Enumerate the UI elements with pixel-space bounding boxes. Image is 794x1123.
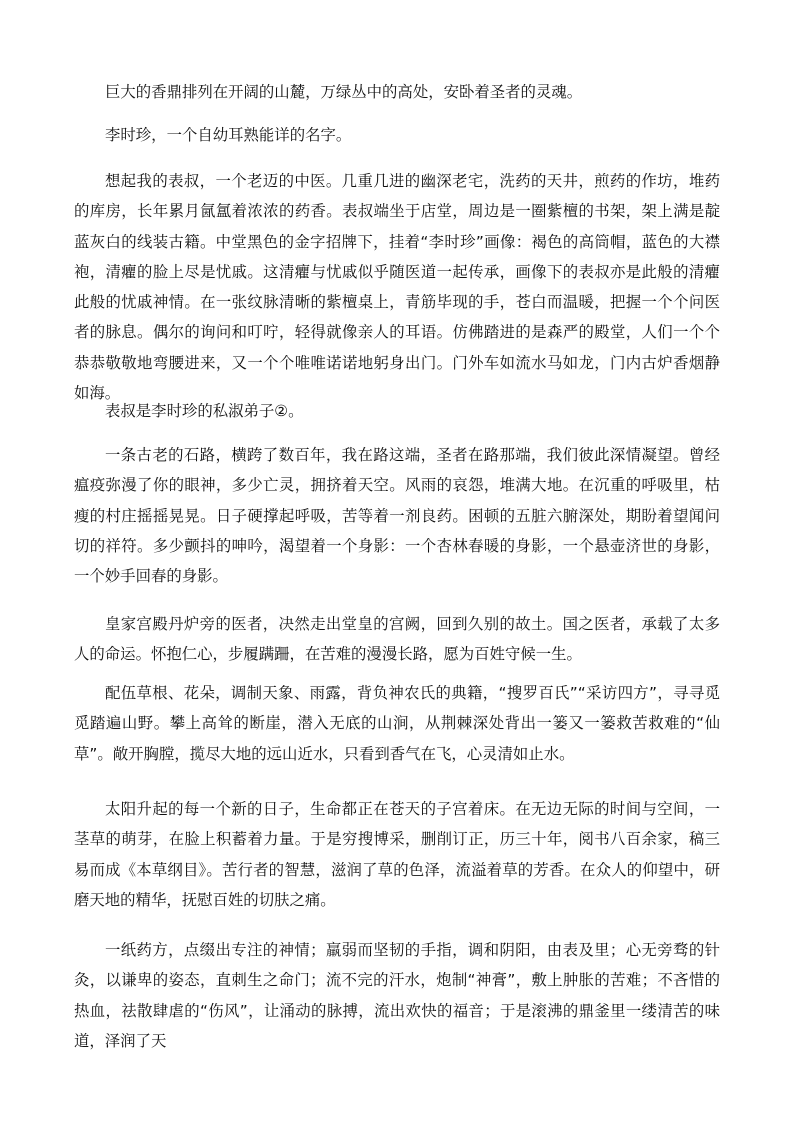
paragraph-9: 一纸药方，点缀出专注的神情；羸弱而坚韧的手指，调和阴阳，由表及里；心无旁骛的针灸，以谦卑的姿态，直刺生之命门；流不完的汗水，炮制“神膏”，敷上肿胀的苦难；不吝惜的热血，祛散肆虐的“伤风”，让涌动的脉搏，流出欢快的福音；于是滚沸的鼎釜里一缕清苦的味道，泽润了天	[74, 941, 720, 1050]
paragraph-5: 一条古老的石路，横跨了数百年，我在路这端，圣者在路那端，我们彼此深情凝望。曾经瘟疫弥漫了你的眼神，多少亡灵，拥挤着天空。风雨的哀怨，堆满大地。在沉重的呼吸里，枯瘦的村庄摇摇晃晃。日子硬撑起呼吸，苦等着一剂良药。困顿的五脏六腑深处，期盼着望闻问切的祥符。多少颤抖的呻吟，渴望着一个身影：一个杏林春暖的身影，一个悬壶济世的身影，一个妙手回春的身影。	[74, 446, 720, 586]
paragraph-4: 表叔是李时珍的私淑弟子②。	[105, 402, 304, 420]
paragraph-2: 李时珍，一个自幼耳熟能详的名字。	[105, 126, 352, 144]
paragraph-1: 巨大的香鼎排列在开阔的山麓，万绿丛中的高处，安卧着圣者的灵魂。	[105, 83, 583, 101]
paragraph-6: 皇家宫殿丹炉旁的医者，决然走出堂皇的宫阙，回到久别的故土。国之医者，承载了太多人的命运。怀抱仁心，步履蹒跚，在苦难的漫漫长路，愿为百姓守候一生。	[74, 615, 720, 664]
paragraph-7: 配伍草根、花朵，调制天象、雨露，背负神农氏的典籍，“搜罗百氏”“采访四方”，寻寻觅觅踏遍山野。攀上高耸的断崖，潜入无底的山涧，从荆棘深处背出一篓又一篓救苦救难的“仙草”。敞开胸膛，揽尽大地的远山近水，只看到香气在飞，心灵清如止水。	[74, 684, 720, 763]
paragraph-3: 想起我的表叔，一个老迈的中医。几重几进的幽深老宅，洗药的天井，煎药的作坊，堆药的库房，长年累月氤氲着浓浓的药香。表叔端坐于店堂，周边是一圈紫檀的书架，架上满是靛蓝灰白的线装古籍。中堂黑色的金字招牌下，挂着“李时珍”画像：褐色的高筒帽，蓝色的大襟袍，清癯的脸上尽是忧戚。这清癯与忧戚似乎随医道一起传承，画像下的表叔亦是此般的清癯此般的忧戚神情。在一张纹脉清晰的紫檀桌上，青筋毕现的手，苍白而温暖，把握一个个问医者的脉息。偶尔的询问和叮咛，轻得就像亲人的耳语。仿佛踏进的是森严的殿堂，人们一个个恭恭敬敬地弯腰进来，又一个个唯唯诺诺地躬身出门。门外车如流水马如龙，门内古炉香烟静如海。	[74, 172, 720, 403]
paragraph-8: 太阳升起的每一个新的日子，生命都正在苍天的子宫着床。在无边无际的时间与空间，一茎草的萌芽，在脸上积蓄着力量。于是穷搜博采，删削订正，历三十年，阅书八百余家，稿三易而成《本草纲目》。苦行者的智慧，滋润了草的色泽，流溢着草的芳香。在众人的仰望中，研磨天地的精华，抚慰百姓的切肤之痛。	[74, 800, 720, 909]
